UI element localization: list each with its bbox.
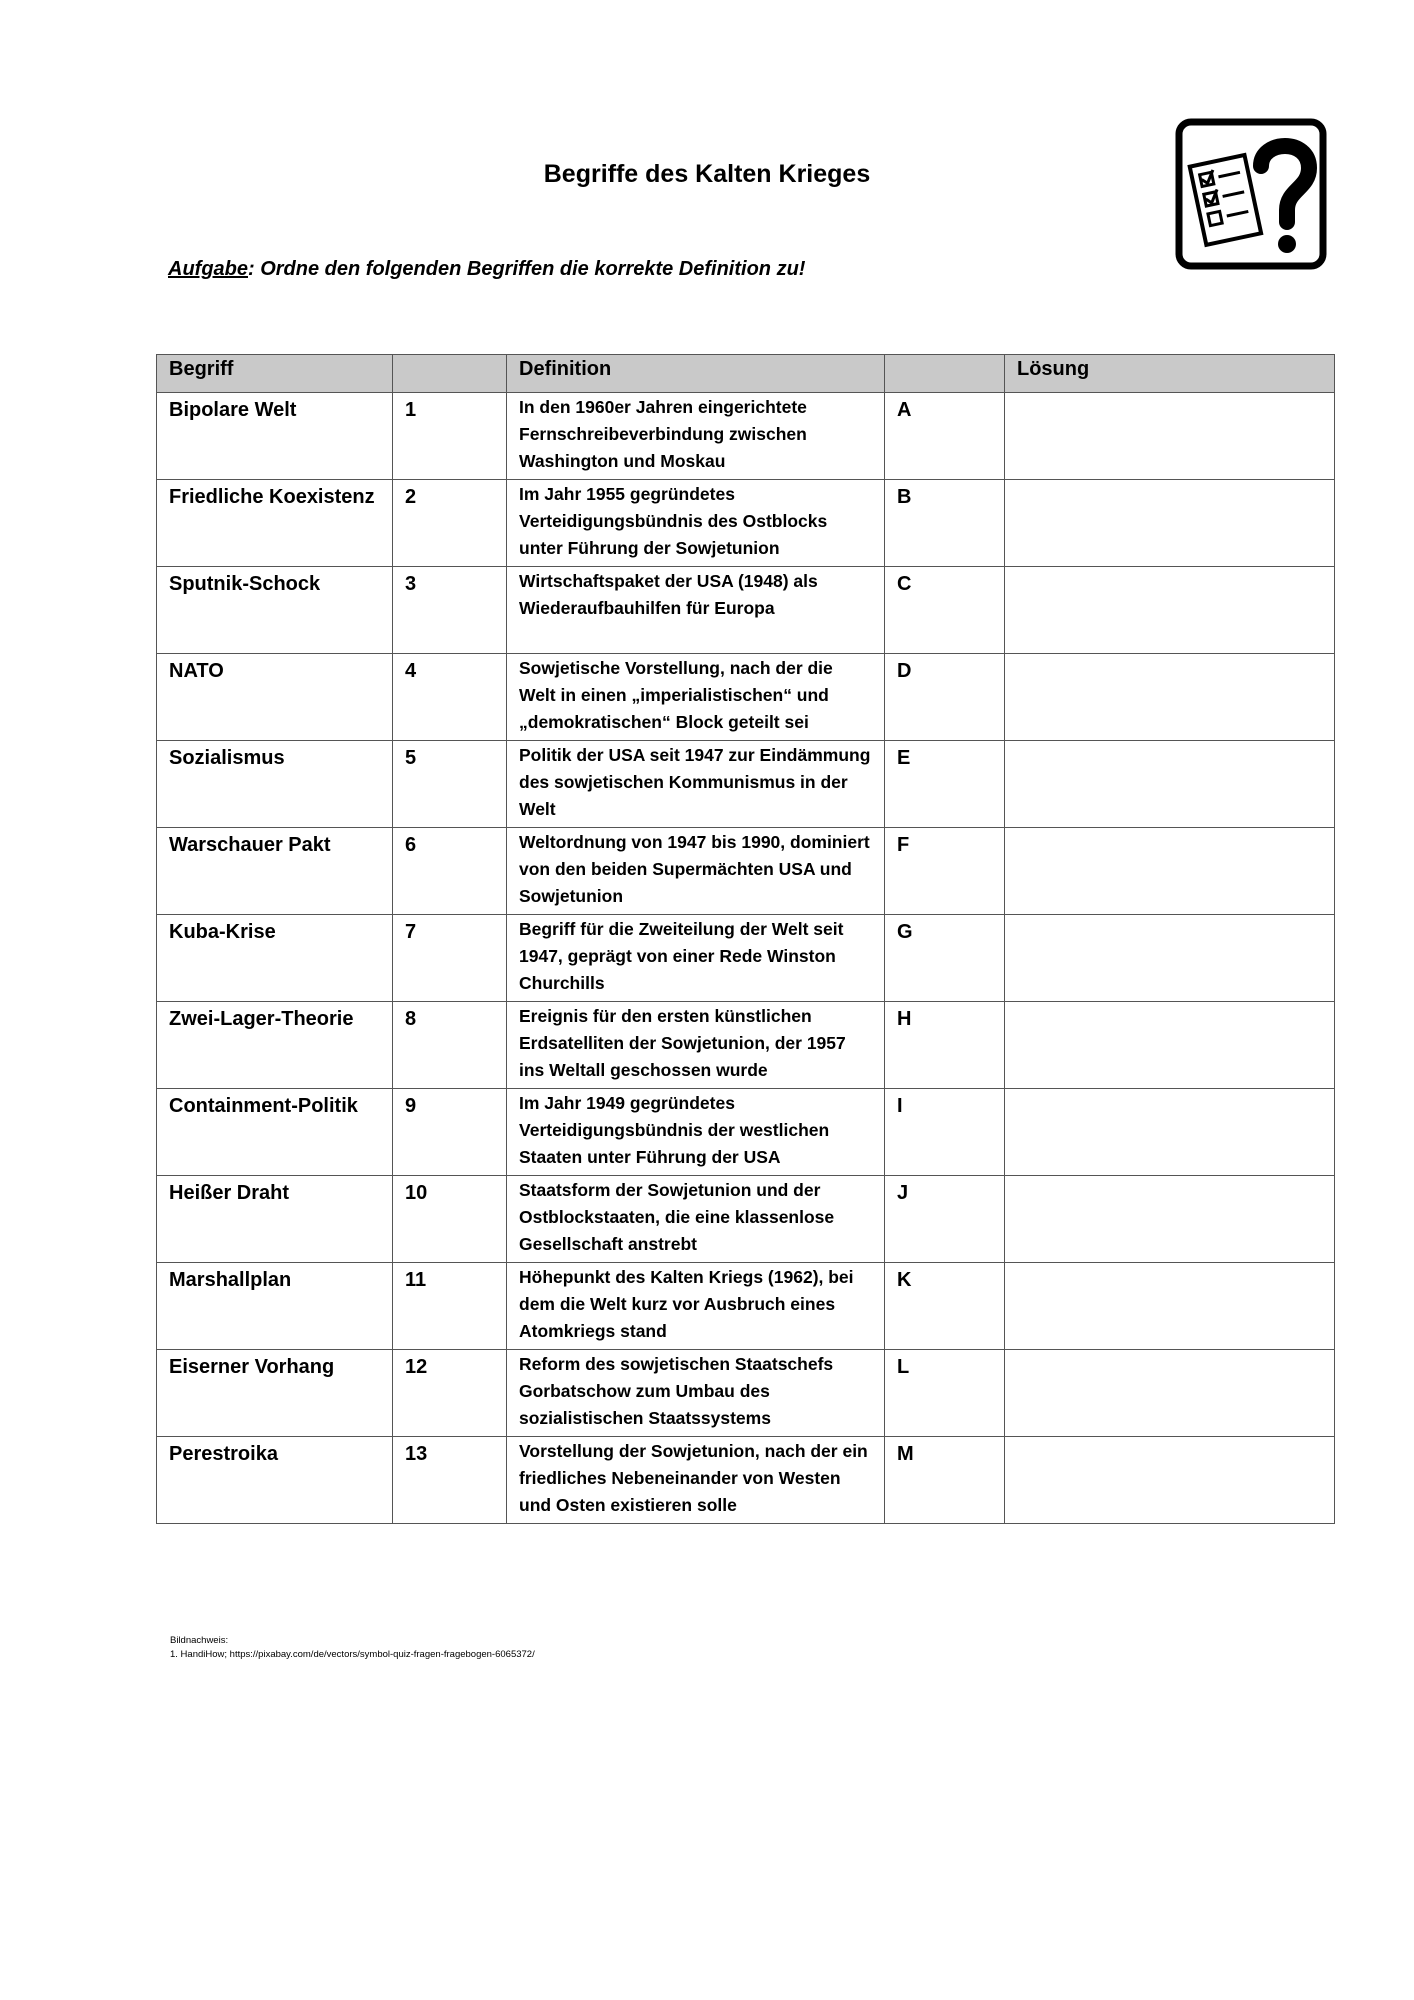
term-cell: Heißer Draht (157, 1176, 393, 1263)
letter-cell: B (885, 480, 1005, 567)
credits-heading: Bildnachweis: (170, 1635, 229, 1646)
definition-cell: Ereignis für den ersten künstlichen Erdsatelliten der Sowjetunion, der 1957 ins Weltall geschossen wurde (507, 1002, 885, 1089)
header-solution: Lösung (1005, 355, 1335, 393)
table-row (157, 1002, 1335, 1089)
letter-cell: M (885, 1437, 1005, 1524)
task-label: Aufgabe (168, 258, 248, 280)
definition-cell: Politik der USA seit 1947 zur Eindämmung des sowjetischen Kommunismus in der Welt (507, 741, 885, 828)
solution-cell[interactable] (1005, 1437, 1335, 1524)
definition-cell: Reform des sowjetischen Staatschefs Gorbatschow zum Umbau des sozialistischen Staatssystems (507, 1350, 885, 1437)
table-row (157, 654, 1335, 741)
quiz-questionnaire-icon (1175, 118, 1327, 270)
table-row (157, 1263, 1335, 1350)
letter-cell: K (885, 1263, 1005, 1350)
number-cell: 5 (393, 741, 507, 828)
solution-cell[interactable] (1005, 393, 1335, 480)
number-cell: 2 (393, 480, 507, 567)
task-text: : Ordne den folgenden Begriffen die korrekte Definition zu! (248, 258, 806, 280)
solution-cell[interactable] (1005, 1350, 1335, 1437)
letter-cell: D (885, 654, 1005, 741)
number-cell: 12 (393, 1350, 507, 1437)
letter-cell: F (885, 828, 1005, 915)
letter-cell: L (885, 1350, 1005, 1437)
term-cell: Kuba-Krise (157, 915, 393, 1002)
number-cell: 11 (393, 1263, 507, 1350)
definition-cell: Im Jahr 1955 gegründetes Verteidigungsbündnis des Ostblocks unter Führung der Sowjetunion (507, 480, 885, 567)
solution-cell[interactable] (1005, 1002, 1335, 1089)
table-row (157, 1437, 1335, 1524)
letter-cell: A (885, 393, 1005, 480)
number-cell: 1 (393, 393, 507, 480)
table-header-row (157, 355, 1335, 393)
table-row (157, 741, 1335, 828)
header-definition: Definition (507, 355, 885, 393)
solution-cell[interactable] (1005, 741, 1335, 828)
solution-cell[interactable] (1005, 480, 1335, 567)
number-cell: 9 (393, 1089, 507, 1176)
letter-cell: H (885, 1002, 1005, 1089)
table-row (157, 828, 1335, 915)
solution-cell[interactable] (1005, 1263, 1335, 1350)
header-term: Begriff (157, 355, 393, 393)
table-row (157, 480, 1335, 567)
letter-cell: C (885, 567, 1005, 654)
definition-cell: In den 1960er Jahren eingerichtete Fernschreibeverbindung zwischen Washington und Moskau (507, 393, 885, 480)
number-cell: 3 (393, 567, 507, 654)
letter-cell: G (885, 915, 1005, 1002)
number-cell: 8 (393, 1002, 507, 1089)
term-cell: Sozialismus (157, 741, 393, 828)
task-instruction (168, 258, 805, 281)
table-row (157, 567, 1335, 654)
number-cell: 10 (393, 1176, 507, 1263)
table-row (157, 915, 1335, 1002)
header-number (393, 355, 507, 393)
table-row (157, 1089, 1335, 1176)
solution-cell[interactable] (1005, 915, 1335, 1002)
term-cell: Friedliche Koexistenz (157, 480, 393, 567)
letter-cell: I (885, 1089, 1005, 1176)
term-cell: Marshallplan (157, 1263, 393, 1350)
definition-cell: Wirtschaftspaket der USA (1948) als Wiederaufbauhilfen für Europa (507, 567, 885, 654)
term-cell: Zwei-Lager-Theorie (157, 1002, 393, 1089)
number-cell: 13 (393, 1437, 507, 1524)
letter-cell: J (885, 1176, 1005, 1263)
credits-line: 1. HandiHow; https://pixabay.com/de/vectors/symbol-quiz-fragen-fragebogen-6065372/ (170, 1649, 535, 1660)
definition-cell: Vorstellung der Sowjetunion, nach der ein friedliches Nebeneinander von Westen und Osten existieren solle (507, 1437, 885, 1524)
definition-cell: Sowjetische Vorstellung, nach der die Welt in einen „imperialistischen“ und „demokratischen“ Block geteilt sei (507, 654, 885, 741)
solution-cell[interactable] (1005, 654, 1335, 741)
definition-cell: Im Jahr 1949 gegründetes Verteidigungsbündnis der westlichen Staaten unter Führung der USA (507, 1089, 885, 1176)
definition-cell: Begriff für die Zweiteilung der Welt seit 1947, geprägt von einer Rede Winston Churchills (507, 915, 885, 1002)
term-cell: Sputnik-Schock (157, 567, 393, 654)
solution-cell[interactable] (1005, 567, 1335, 654)
table-row (157, 393, 1335, 480)
table-row (157, 1176, 1335, 1263)
table-row (157, 1350, 1335, 1437)
term-cell: Containment-Politik (157, 1089, 393, 1176)
header-letter (885, 355, 1005, 393)
page-title: Begriffe des Kalten Krieges (543, 160, 871, 188)
solution-cell[interactable] (1005, 828, 1335, 915)
definition-cell: Höhepunkt des Kalten Kriegs (1962), bei dem die Welt kurz vor Ausbruch eines Atomkriegs stand (507, 1263, 885, 1350)
solution-cell[interactable] (1005, 1176, 1335, 1263)
solution-cell[interactable] (1005, 1089, 1335, 1176)
image-credits (170, 1634, 535, 1662)
definition-cell: Staatsform der Sowjetunion und der Ostblockstaaten, die eine klassenlose Gesellschaft anstrebt (507, 1176, 885, 1263)
term-cell: Perestroika (157, 1437, 393, 1524)
number-cell: 4 (393, 654, 507, 741)
term-cell: NATO (157, 654, 393, 741)
letter-cell: E (885, 741, 1005, 828)
term-cell: Eiserner Vorhang (157, 1350, 393, 1437)
term-cell: Warschauer Pakt (157, 828, 393, 915)
number-cell: 6 (393, 828, 507, 915)
terms-table (156, 354, 1335, 1524)
definition-cell: Weltordnung von 1947 bis 1990, dominiert von den beiden Supermächten USA und Sowjetunion (507, 828, 885, 915)
term-cell: Bipolare Welt (157, 393, 393, 480)
number-cell: 7 (393, 915, 507, 1002)
